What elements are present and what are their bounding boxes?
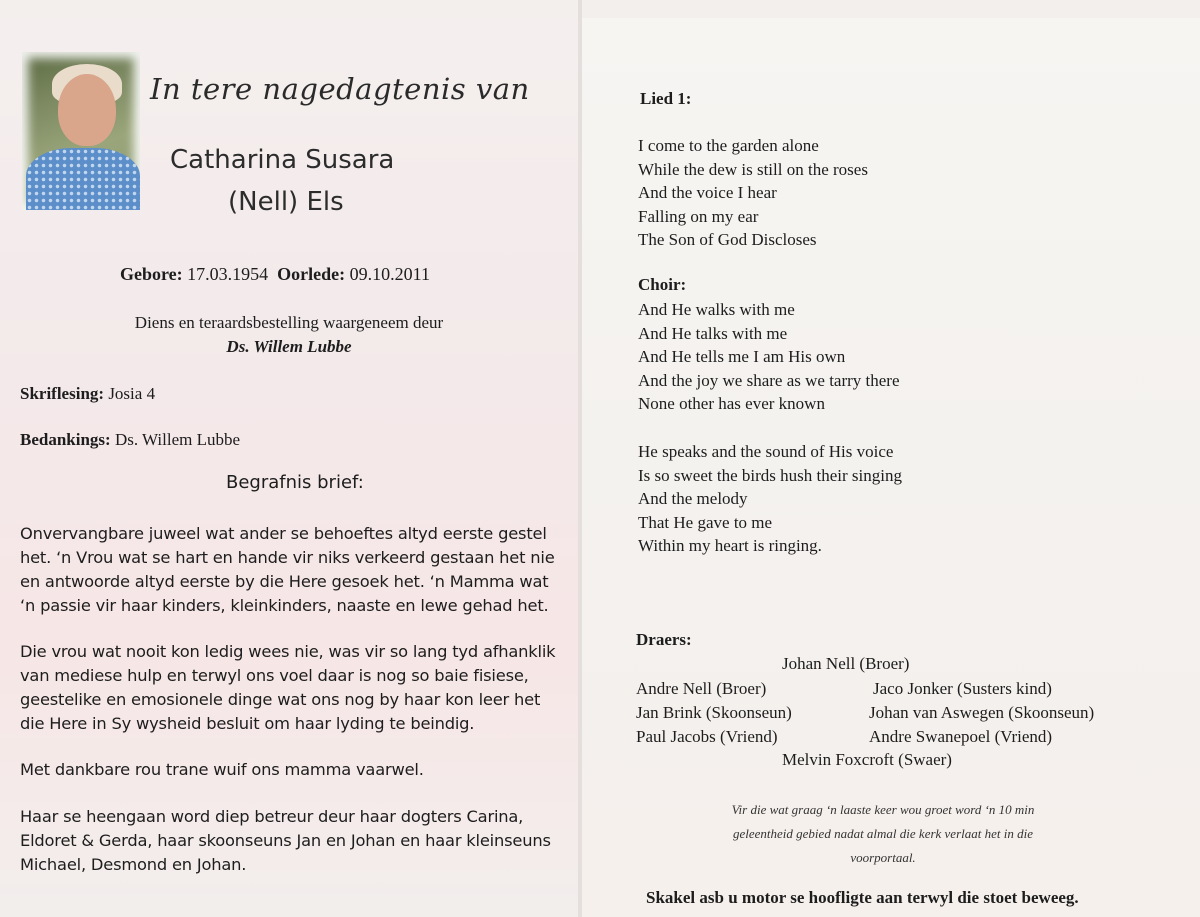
bearer-right-2: Johan van Aswegen (Skoonseun)	[869, 703, 1095, 722]
verse-2-line: That He gave to me	[638, 512, 773, 532]
bearer-center-bottom: Melvin Foxcroft (Swaer)	[782, 750, 952, 769]
page-fold	[578, 0, 582, 917]
notice-line: voorportaal.	[850, 850, 916, 865]
bearer-center-top: Johan Nell (Broer)	[782, 654, 910, 673]
bearers-label: Draers:	[636, 630, 692, 649]
deceased-name-line2: (Nell) Els	[228, 187, 344, 217]
letter-paragraph-2: Die vrou wat nooit kon ledig wees nie, was vir so lang tyd afhanklik van mediese hulp en terwyl ons voel daar is nog so baie fisiese, geestelike en emosionele dinge wat ons nog by haar kon leer het die Here in Sy wysheid besluit om haar lyding te beindig.	[20, 642, 556, 733]
choir-line: And He tells me I am His own	[638, 347, 846, 366]
reading-label: Skriflesing:	[20, 384, 105, 403]
born-date: 17.03.1954	[187, 264, 269, 284]
verse-2-line: Is so sweet the birds hush their singing	[638, 465, 902, 485]
closing-instruction: Skakel asb u motor se hoofligte aan terwyl die stoet beweeg.	[646, 888, 1079, 907]
funeral-letter-heading: Begrafnis brief:	[226, 472, 364, 493]
farewell-notice	[698, 798, 1068, 870]
letter-paragraph-3: Met dankbare rou trane wuif ons mamma vaarwel.	[20, 760, 424, 779]
officiant-name: Ds. Willem Lubbe	[226, 337, 352, 356]
choir-line: And He talks with me	[638, 323, 788, 343]
bearer-left-2: Jan Brink (Skoonseun)	[636, 703, 792, 722]
born-label: Gebore:	[120, 264, 183, 284]
verse-2	[638, 440, 902, 558]
notice-line: geleentheid gebied nadat almal die kerk verlaat het in die	[733, 826, 1033, 841]
reading-value: Josia 4	[108, 384, 156, 403]
portrait-photo	[22, 52, 140, 210]
choir-line: And He walks with me	[638, 300, 795, 319]
choir-line: And the joy we share as we tarry there	[638, 370, 900, 390]
memorial-heading: In tere nagedagtenis van	[150, 72, 530, 106]
letter-paragraph-4: Haar se heengaan word diep betreur deur haar dogters Carina, Eldoret & Gerda, haar skoonseuns Jan en Johan en haar kleinseuns Michael, Desmond en Johan.	[20, 807, 551, 874]
song-label: Lied 1:	[640, 89, 692, 108]
scripture-reading	[20, 384, 155, 404]
died-label: Oorlede:	[277, 264, 346, 284]
bearer-left-1: Andre Nell (Broer)	[636, 679, 767, 698]
thanks-label: Bedankings:	[20, 430, 111, 449]
thanks-value: Ds. Willem Lubbe	[114, 430, 241, 449]
dates-line	[120, 264, 430, 285]
notice-line: Vir die wat graag ‘n laaste keer wou groet word ‘n 10 min	[731, 802, 1035, 817]
bearer-left-3: Paul Jacobs (Vriend)	[636, 727, 778, 746]
bearer-right-1: Jaco Jonker (Susters kind)	[873, 679, 1052, 698]
letter-paragraph-1: Onvervangbare juweel wat ander se behoeftes altyd eerste gestel het. ‘n Vrou wat se hart en hande vir niks verkeerd gestaan het nie en antwoorde altyd eerste by die Here gesoek het. ‘n Mamma wat ‘n passie vir haar kinders, kleinkinders, naaste en lewe gehad het.	[20, 524, 555, 615]
verse-2-line: And the melody	[638, 489, 748, 508]
service-text: Diens en teraardsbestelling waargeneem deur	[134, 313, 444, 332]
verse-1-line: I come to the garden alone	[638, 136, 819, 155]
choir-lines	[638, 298, 900, 416]
verse-1-line: Falling on my ear	[638, 206, 759, 226]
verse-2-line: He speaks and the sound of His voice	[638, 442, 894, 461]
verse-1	[638, 134, 868, 252]
died-date: 09.10.2011	[349, 264, 430, 284]
choir-label: Choir:	[638, 275, 687, 294]
bearer-right-3: Andre Swanepoel (Vriend)	[869, 727, 1053, 746]
choir-line: None other has ever known	[638, 394, 825, 413]
acknowledgements	[20, 430, 240, 450]
verse-2-line: Within my heart is ringing.	[638, 536, 822, 555]
deceased-name-line1: Catharina Susara	[170, 145, 395, 175]
verse-1-line: The Son of God Discloses	[638, 230, 817, 249]
verse-1-line: While the dew is still on the roses	[638, 159, 868, 179]
verse-1-line: And the voice I hear	[638, 183, 777, 202]
